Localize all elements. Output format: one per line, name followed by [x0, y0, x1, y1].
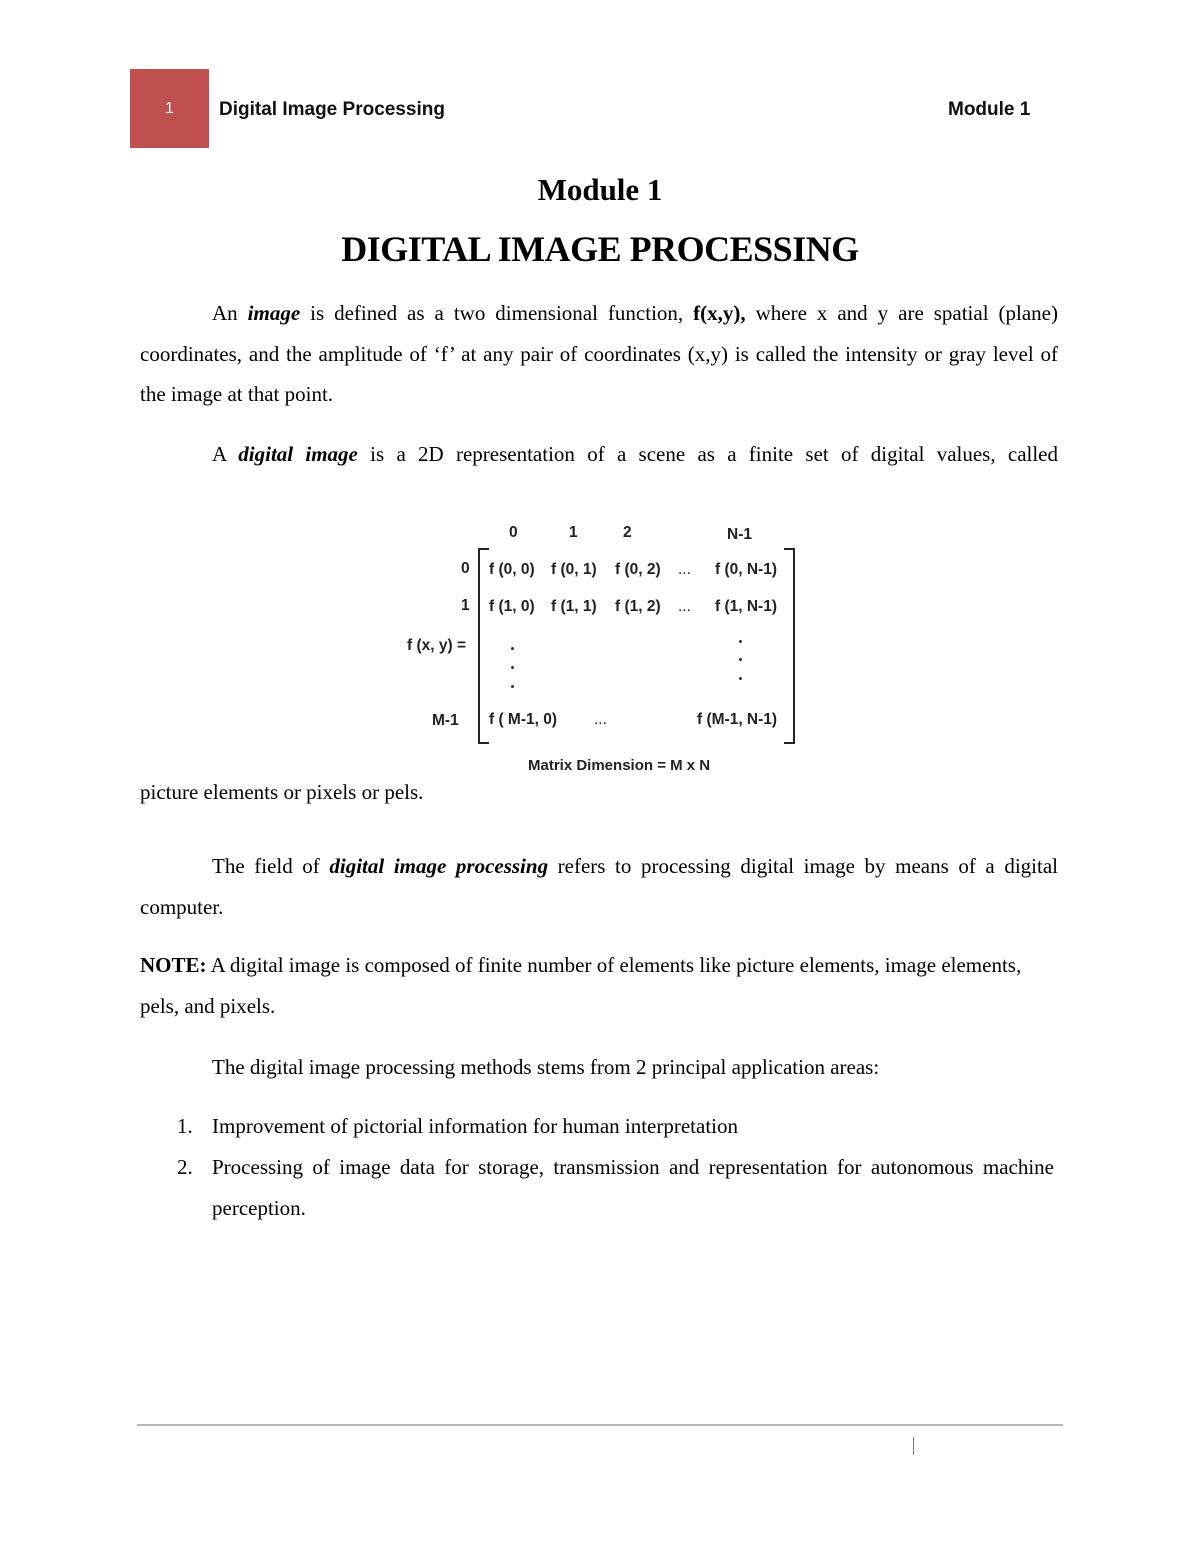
matrix-cell: f (1, 2) [615, 598, 661, 615]
paragraph-image-definition [140, 293, 1058, 415]
list-item-number: 2. [177, 1155, 193, 1179]
col-header: 1 [569, 524, 578, 541]
matrix-cell: f (1, 0) [489, 598, 535, 615]
footer-separator [913, 1437, 914, 1455]
matrix-cell: f (0, 2) [615, 561, 661, 578]
vertical-dot [739, 658, 742, 661]
text: is defined as a two dimensional function, [300, 301, 694, 325]
text: An [212, 301, 248, 325]
emphasis-image: image [247, 301, 301, 325]
matrix-cell: f (0, 0) [489, 561, 535, 578]
matrix-cell: f (0, N-1) [715, 561, 777, 578]
matrix-cell: f (1, N-1) [715, 598, 777, 615]
list-item: Processing of image data for storage, transmission and representation for autonomous machine perception. [212, 1155, 1054, 1220]
footer-divider [137, 1424, 1063, 1426]
paragraph-continuation: picture elements or pixels or pels. [140, 780, 424, 804]
note-text: A digital image is composed of finite number of elements like picture elements, image elements, pels, and pixels. [140, 953, 1022, 1018]
matrix-caption: Matrix Dimension = M x N [528, 757, 711, 774]
matrix-cell: f (M-1, N-1) [697, 711, 778, 728]
text: The field of [212, 854, 330, 878]
function-notation: f(x,y), [693, 301, 746, 325]
note-paragraph [140, 945, 1058, 1026]
matrix-cell: f (1, 1) [551, 598, 597, 615]
paragraph-dip-field [140, 846, 1058, 927]
matrix-ellipsis: ... [678, 598, 691, 615]
vertical-dot [739, 677, 742, 680]
vertical-dot [511, 666, 514, 669]
matrix-cell: f (0, 1) [551, 561, 597, 578]
row-header: M-1 [432, 712, 459, 729]
row-header: 0 [461, 560, 470, 577]
col-header: 2 [623, 524, 632, 541]
vertical-dot [511, 685, 514, 688]
matrix-right-bracket [784, 548, 795, 744]
header-module-label: Module 1 [948, 99, 1031, 120]
emphasis-digital-image: digital image [238, 442, 358, 466]
paragraph-application-areas: The digital image processing methods stems from 2 principal application areas: [212, 1055, 880, 1079]
list-item: Improvement of pictorial information for human interpretation [212, 1114, 739, 1138]
col-header: 0 [509, 524, 518, 541]
header-course-title: Digital Image Processing [219, 99, 445, 120]
text: refers to processing digital image by means of a digital computer. [140, 854, 1058, 919]
vertical-dot [511, 647, 514, 650]
matrix-cell: f ( M-1, 0) [489, 711, 558, 728]
row-header: 1 [461, 597, 470, 614]
emphasis-digital-image-processing: digital image processing [329, 854, 549, 878]
page-number-box [130, 69, 209, 148]
matrix-left-bracket [478, 548, 489, 744]
note-label: NOTE: [140, 953, 207, 977]
page-number: 1 [165, 99, 174, 117]
matrix-lhs: f (x, y) = [407, 637, 467, 654]
vertical-dot [739, 640, 742, 643]
list-item-number: 1. [177, 1114, 193, 1138]
text: where x and y are spatial (plane) coordinates, and the amplitude of ‘f’ at any pair of coordinates (x,y) is called the intensity or gray level of the image at that point. [140, 301, 1058, 406]
col-header: N-1 [727, 526, 752, 543]
text: is a 2D representation of a scene as a finite set of digital values, called [357, 442, 1058, 466]
module-title: Module 1 [537, 172, 663, 207]
matrix-ellipsis: ... [678, 561, 691, 578]
paragraph-digital-image-definition [140, 434, 1058, 475]
page-title: DIGITAL IMAGE PROCESSING [341, 229, 859, 269]
text: A [212, 442, 239, 466]
matrix-ellipsis: ... [594, 711, 607, 728]
